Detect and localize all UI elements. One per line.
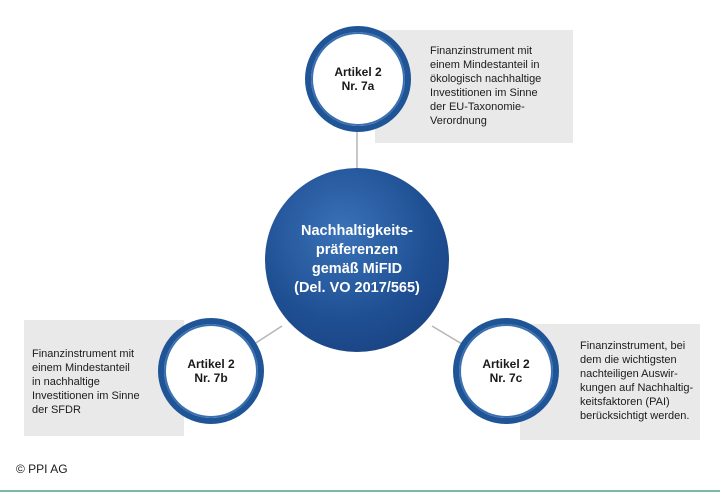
- copyright-text: © PPI AG: [16, 462, 68, 476]
- description-box-7b: Finanzinstrument mit einem Mindestanteil in nachhaltige Investitionen im Sinne der SFDR: [24, 320, 184, 436]
- description-box-7c: Finanzinstrument, bei dem die wichtigsten nachteiligen Auswir- kungen auf Nachhaltig- keitsfaktoren (PAI) berücksichtigt werden.: [520, 324, 700, 440]
- center-label: Nachhaltigkeits- präferenzen gemäß MiFID (Del. VO 2017/565): [294, 223, 420, 296]
- node-title-7a: Artikel 2: [334, 65, 382, 79]
- node-subtitle-7a: Nr. 7a: [341, 79, 375, 93]
- node-subtitle-7b: Nr. 7b: [194, 371, 228, 385]
- connector-7c: [432, 326, 462, 344]
- node-circle-7c: [453, 318, 559, 424]
- node-circle-7b: [158, 318, 264, 424]
- center-circle: [265, 168, 449, 352]
- node-title-7c: Artikel 2: [482, 357, 530, 371]
- node-subtitle-7c: Nr. 7c: [489, 371, 523, 385]
- node-circle-7a: [305, 26, 411, 132]
- footer-divider: [0, 490, 720, 492]
- node-title-7b: Artikel 2: [187, 357, 235, 371]
- description-box-7a: Finanzinstrument mit einem Mindestanteil in ökologisch nachhaltige Investitionen im Sinne der EU-Taxonomie- Verordnung: [375, 30, 573, 143]
